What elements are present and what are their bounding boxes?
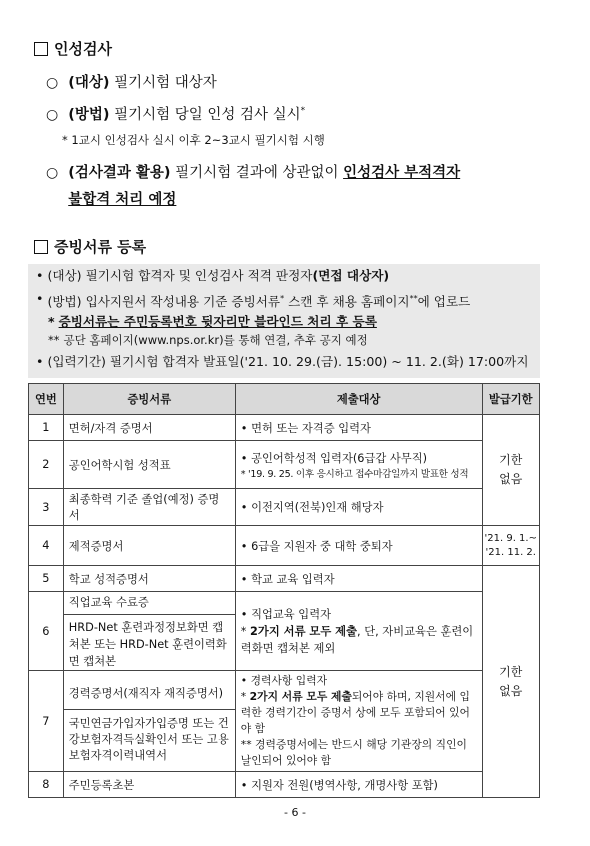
table-header-row — [29, 384, 540, 415]
header-doc: 증빙서류 — [63, 384, 235, 415]
page-number: - 6 - — [284, 806, 306, 819]
header-num: 연번 — [29, 384, 64, 415]
deadline-none: 기한 없음 — [482, 566, 540, 798]
info-line-method: • (방법) 입사지원서 작성내용 기준 증빙서류* 스캔 후 채용 홈페이지**에 업로드 — [36, 291, 471, 310]
circle-bullet-icon: ○ — [46, 107, 59, 123]
section1-note: * 1교시 인성검사 실시 이후 2~3교시 필기시험 시행 — [62, 133, 325, 147]
square-icon — [34, 240, 48, 254]
section1-item-result: ○ (검사결과 활용) 필기시험 결과에 상관없이 인성검사 부적격자 불합격 처리 예정 — [46, 165, 461, 208]
table-row: 3 최종학력 기준 졸업(예정) 증명서 • 이전지역(전북)인재 해당자 — [29, 489, 540, 526]
section1-item-target: ○ (대상) 필기시험 대상자 — [46, 75, 217, 91]
table-row: 5 학교 성적증명서 • 학교 교육 입력자 기한 없음 — [29, 566, 540, 592]
submission-info-box — [28, 264, 540, 378]
info-line-target: • (대상) 필기시험 합격자 및 인성검사 적격 판정자(면접 대상자) — [36, 268, 390, 283]
table-row: 8 주민등록초본 • 지원자 전원(병역사항, 개명사항 포함) — [29, 772, 540, 798]
deadline-none: 기한 없음 — [482, 415, 540, 526]
table-row: 7 경력증명서(재직자 재직증명서) 국민연금가입자가입증명 또는 건강보험자격득실확인서 또는 고용보험자격이력내역서 • 경력사항 입력자 * 2가지 서류 모두 제출되어야 하며, 지원서에 입력한 경력기간이 증명서 상에 모두 포함되어 있어야 함 ** 경력증명서에는 반드시 해당 기관장의 직인이 날인되어 있어야 함 — [29, 671, 540, 772]
circle-bullet-icon: ○ — [46, 75, 59, 91]
section1-title: 인성검사 — [34, 38, 112, 59]
table-row: 6 직업교육 수료증 HRD-Net 훈련과정정보화면 캡쳐본 또는 HRD-Net 훈련이력화면 캡쳐본 • 직업교육 입력자 * 2가지 서류 모두 제출, 단, 자비교육은 훈련이력화면 캡쳐본 제외 — [29, 592, 540, 671]
deadline-range: '21. 9. 1.~ '21. 11. 2. — [482, 526, 540, 566]
info-line-note2: ** 공단 홈페이지(www.nps.or.kr)를 통해 연결, 추후 공지 예정 — [48, 333, 368, 348]
header-deadline: 발급기한 — [482, 384, 540, 415]
table-row: 4 제적증명서 • 6급을 지원자 중 대학 중퇴자 '21. 9. 1.~ '21. 11. 2. — [29, 526, 540, 566]
info-line-note1: * 증빙서류는 주민등록번호 뒷자리만 블라인드 처리 후 등록 — [48, 314, 377, 330]
documents-table — [28, 383, 540, 798]
square-icon — [34, 42, 48, 56]
table-row: 1 면허/자격 증명서 • 면허 또는 자격증 입력자 기한 없음 — [29, 415, 540, 441]
table-row: 2 공인어학시험 성적표 • 공인어학성적 입력자(6급갑 사무직) * '19. 9. 25. 이후 응시하고 접수마감일까지 발표한 성적 — [29, 441, 540, 489]
section2-title: 증빙서류 등록 — [34, 236, 146, 257]
header-target: 제출대상 — [235, 384, 482, 415]
circle-bullet-icon: ○ — [46, 165, 59, 181]
section1-item-method: ○ (방법) 필기시험 당일 인성 검사 실시* — [46, 106, 306, 123]
info-line-period: • (입력기간) 필기시험 합격자 발표일('21. 10. 29.(금). 15:00) ~ 11. 2.(화) 17:00까지 — [36, 354, 529, 370]
